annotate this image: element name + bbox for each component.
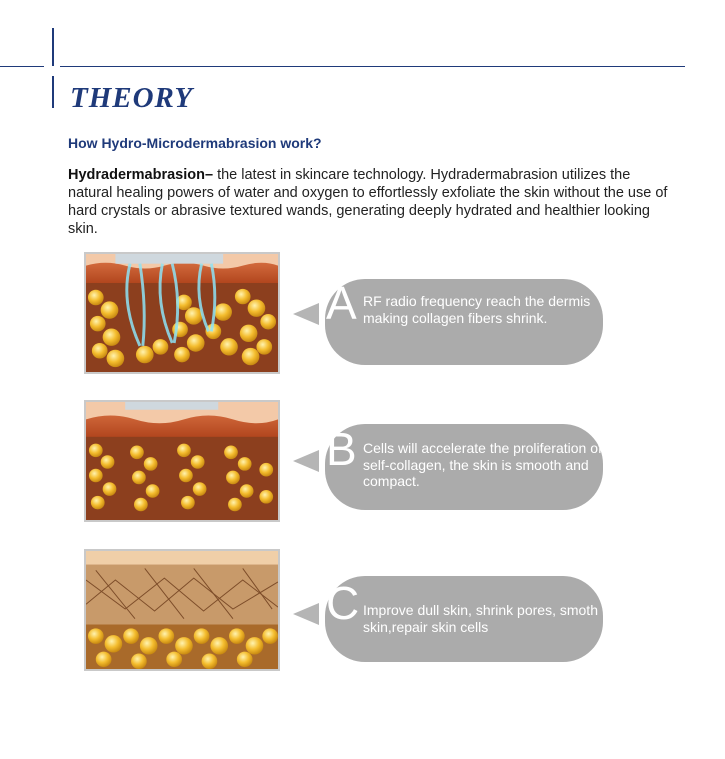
step-c-pointer xyxy=(293,603,319,625)
step-a-panel xyxy=(84,252,280,374)
step-b-letter: B xyxy=(326,423,357,475)
divider-horizontal-right xyxy=(60,66,685,67)
step-a-letter: A xyxy=(326,277,357,329)
skin-layer-illustration-a xyxy=(86,254,278,372)
divider-vertical-bottom xyxy=(52,76,54,108)
step-b-pointer xyxy=(293,450,319,472)
skin-layer-illustration-c xyxy=(86,551,278,669)
step-c-letter: C xyxy=(326,577,360,629)
step-a-text: RF radio frequency reach the dermis making collagen fibers shrink. xyxy=(363,293,591,326)
step-b-text: Cells will accelerate the proliferation of self-collagen, the skin is smooth and compact. xyxy=(363,440,602,489)
divider-vertical-top xyxy=(52,28,54,66)
section-subtitle: How Hydro-Microdermabrasion work? xyxy=(68,135,322,151)
intro-lead: Hydradermabrasion– xyxy=(68,167,214,183)
skin-layer-illustration-b xyxy=(86,402,278,520)
step-a-pointer xyxy=(293,303,319,325)
divider-horizontal-left xyxy=(0,66,44,67)
step-b-panel xyxy=(84,400,280,522)
page-title: THEORY xyxy=(70,82,194,114)
step-c-panel xyxy=(84,549,280,671)
step-c-text: Improve dull skin, shrink pores, smoth skin,repair skin cells xyxy=(363,602,598,635)
intro-body: the latest in skincare technology. Hydradermabrasion utilizes the natural healing powers of water and oxygen to effortlessly exfoliate the skin without the use of hard crystals or abrasive textured wands, generating deeply hydrated and healthier looking skin. xyxy=(68,167,668,237)
intro-paragraph xyxy=(68,166,668,238)
